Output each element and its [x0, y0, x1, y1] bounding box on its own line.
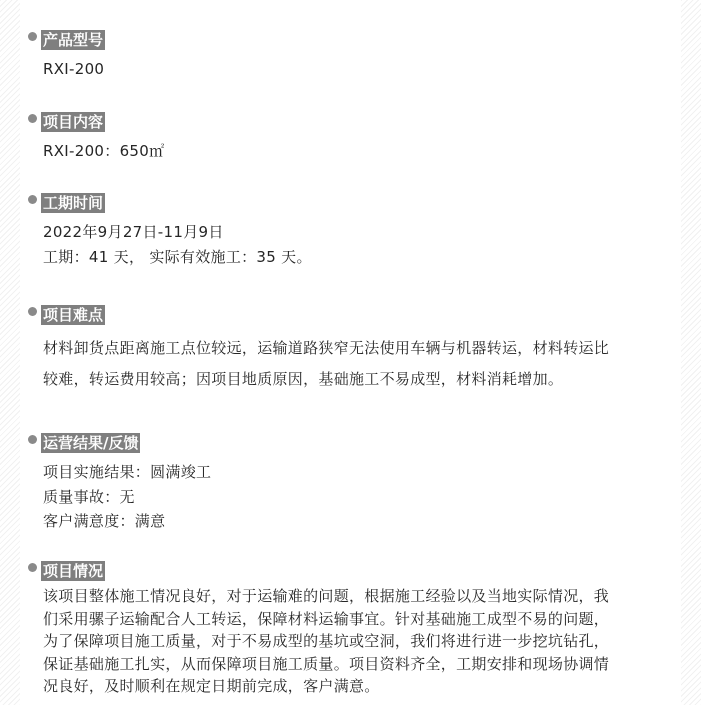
section-body: [43, 460, 673, 534]
bullet-icon: [28, 114, 37, 123]
text-line: 为了保障项目施工质量，对于不易成型的基坑或空洞，我们将进行进一步挖坑钻孔，: [43, 632, 610, 650]
text-line: 2022年9月27日-11月9日: [43, 223, 224, 241]
bullet-icon: [28, 32, 37, 41]
section-body: [43, 585, 673, 698]
text-line: RXI-200：650㎡: [43, 142, 165, 160]
section-body: [43, 139, 673, 164]
text-line: 材料卸货点距离施工点位较远，运输道路狭窄无法使用车辆与机器转运，材料转运比: [43, 339, 610, 357]
text-line: 该项目整体施工情况良好，对于运输难的问题，根据施工经验以及当地实际情况，我: [43, 587, 610, 605]
text-line: 们采用骡子运输配合人工转运，保障材料运输事宜。针对基础施工成型不易的问题，: [43, 609, 610, 628]
bullet-icon: [28, 435, 37, 444]
left-decorative-border: [0, 0, 20, 705]
text-line: 质量事故：无: [43, 487, 135, 506]
section-heading: 项目情况: [43, 562, 104, 580]
bullet-icon: [28, 563, 37, 572]
section-heading: 项目难点: [43, 306, 104, 324]
section-heading: 产品型号: [43, 31, 104, 49]
text-line: 较难，转运费用较高；因项目地质原因，基础施工不易成型，材料消耗增加。: [43, 370, 564, 388]
bullet-icon: [28, 195, 37, 204]
right-decorative-border: [681, 0, 701, 705]
text-line: 保证基础施工扎实，从而保障项目施工质量。项目资料齐全，工期安排和现场协调情: [43, 654, 610, 673]
section-body: [43, 220, 673, 269]
section-body: [43, 57, 673, 82]
bullet-icon: [28, 307, 37, 316]
text-line: RXI-200: [43, 60, 105, 78]
text-line: 工期：41 天， 实际有效施工：35 天。: [43, 247, 312, 266]
text-line: 客户满意度：满意: [43, 512, 166, 530]
section-heading: 项目内容: [43, 113, 104, 131]
section-body: [43, 333, 673, 395]
section-heading: 工期时间: [43, 194, 104, 212]
text-line: 况良好，及时顺利在规定日期前完成，客户满意。: [43, 677, 380, 695]
section-heading: 运营结果/反馈: [43, 434, 139, 452]
text-line: 项目实施结果：圆满竣工: [43, 463, 212, 481]
